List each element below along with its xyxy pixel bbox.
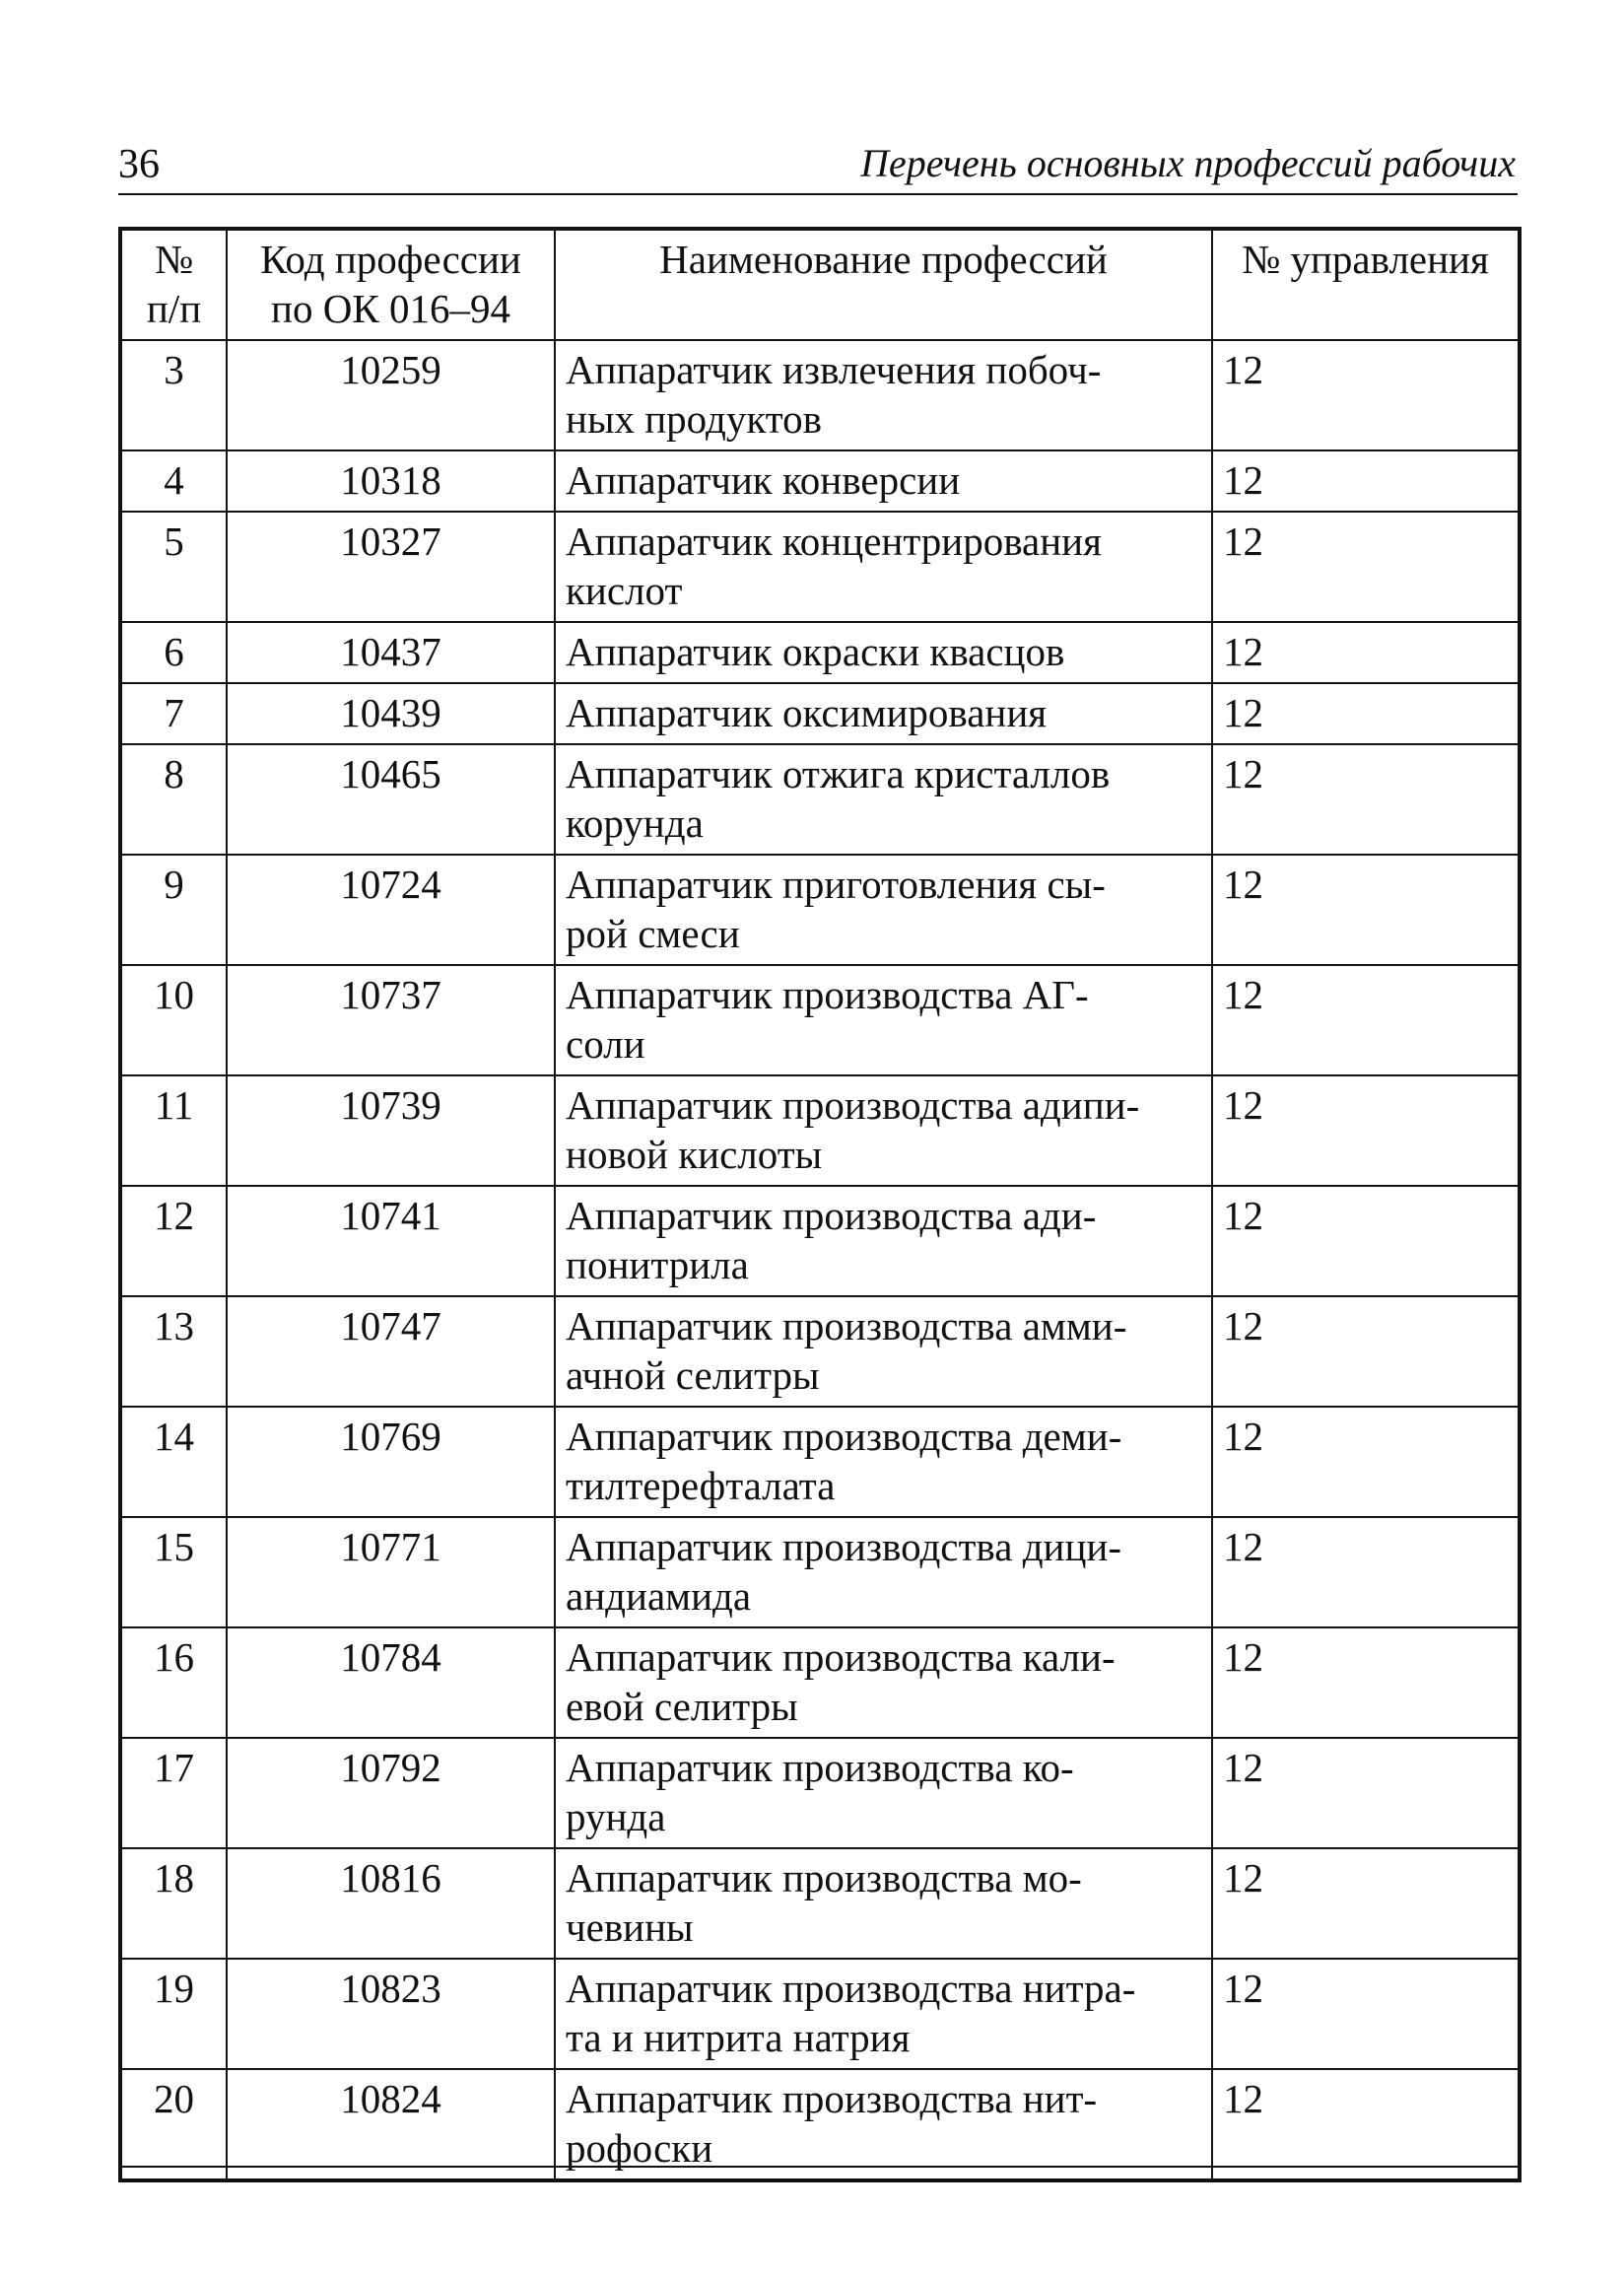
row-number: 12 bbox=[120, 1186, 227, 1296]
profession-name-line2: рунда bbox=[566, 1794, 666, 1839]
profession-name bbox=[555, 2069, 1212, 2180]
department-number: 12 bbox=[1212, 1627, 1520, 1738]
profession-name bbox=[555, 622, 1212, 683]
department-number: 12 bbox=[1212, 2069, 1520, 2180]
profession-name-line2: корунда bbox=[566, 800, 704, 846]
profession-name bbox=[555, 512, 1212, 622]
profession-name-line1: Аппаратчик оксимирования bbox=[566, 690, 1048, 735]
profession-name-line2: та и нитрита натрия bbox=[566, 2015, 911, 2060]
table-header-row bbox=[120, 229, 1520, 340]
profession-name-line2: ных продуктов bbox=[566, 396, 822, 442]
table-row bbox=[120, 1627, 1520, 1738]
profession-code: 10784 bbox=[227, 1627, 555, 1738]
table-row bbox=[120, 1186, 1520, 1296]
table-row bbox=[120, 965, 1520, 1075]
profession-name-line1: Аппаратчик производства нит- bbox=[566, 2076, 1098, 2121]
profession-name bbox=[555, 1407, 1212, 1517]
profession-code: 10816 bbox=[227, 1848, 555, 1959]
profession-name-line2: новой кислоты bbox=[566, 1132, 823, 1177]
profession-name-line1: Аппаратчик производства адипи- bbox=[566, 1082, 1140, 1128]
table-row bbox=[120, 2069, 1520, 2180]
professions-table bbox=[118, 227, 1522, 2182]
col-header-number-line1: № bbox=[154, 237, 194, 282]
profession-code: 10792 bbox=[227, 1738, 555, 1848]
profession-name bbox=[555, 1296, 1212, 1407]
table-row bbox=[120, 622, 1520, 683]
col-header-name bbox=[555, 229, 1212, 340]
table-row bbox=[120, 450, 1520, 512]
col-header-dept bbox=[1212, 229, 1520, 340]
department-number: 12 bbox=[1212, 1296, 1520, 1407]
profession-name-line2: тилтерефталата bbox=[566, 1463, 836, 1508]
col-header-name-line1: Наименование профессий bbox=[659, 237, 1108, 282]
department-number: 12 bbox=[1212, 340, 1520, 450]
department-number: 12 bbox=[1212, 512, 1520, 622]
profession-name bbox=[555, 1075, 1212, 1186]
profession-code: 10737 bbox=[227, 965, 555, 1075]
col-header-dept-line1: № управления bbox=[1242, 237, 1489, 282]
profession-name-line1: Аппаратчик приготовления сы- bbox=[566, 862, 1106, 907]
profession-name bbox=[555, 450, 1212, 512]
profession-name-line2: ачной селитры bbox=[566, 1352, 820, 1398]
row-number: 18 bbox=[120, 1848, 227, 1959]
col-header-number-line2: п/п bbox=[146, 286, 202, 331]
table-row bbox=[120, 1848, 1520, 1959]
page-number: 36 bbox=[118, 142, 160, 187]
department-number: 12 bbox=[1212, 1075, 1520, 1186]
profession-code: 10439 bbox=[227, 683, 555, 744]
profession-code: 10437 bbox=[227, 622, 555, 683]
profession-name bbox=[555, 1959, 1212, 2069]
profession-name-line2: рофоски bbox=[566, 2125, 713, 2171]
profession-name-line2: рой смеси bbox=[566, 911, 740, 956]
profession-name bbox=[555, 1738, 1212, 1848]
row-number: 15 bbox=[120, 1517, 227, 1627]
profession-name bbox=[555, 965, 1212, 1075]
profession-code: 10747 bbox=[227, 1296, 555, 1407]
table-row bbox=[120, 1517, 1520, 1627]
department-number: 12 bbox=[1212, 1517, 1520, 1627]
department-number: 12 bbox=[1212, 744, 1520, 855]
department-number: 12 bbox=[1212, 1738, 1520, 1848]
profession-name-line1: Аппаратчик производства дици- bbox=[566, 1524, 1122, 1569]
department-number: 12 bbox=[1212, 1407, 1520, 1517]
profession-code: 10259 bbox=[227, 340, 555, 450]
row-number: 17 bbox=[120, 1738, 227, 1848]
profession-code: 10724 bbox=[227, 855, 555, 965]
row-number: 14 bbox=[120, 1407, 227, 1517]
header-rule bbox=[118, 193, 1518, 195]
department-number: 12 bbox=[1212, 965, 1520, 1075]
profession-name-line1: Аппаратчик производства амми- bbox=[566, 1303, 1127, 1348]
department-number: 12 bbox=[1212, 1186, 1520, 1296]
table-row bbox=[120, 1407, 1520, 1517]
profession-name-line2: понитрила bbox=[566, 1242, 749, 1287]
profession-name-line2: андиамида bbox=[566, 1573, 752, 1619]
row-number: 3 bbox=[120, 340, 227, 450]
table-row bbox=[120, 683, 1520, 744]
table-row bbox=[120, 1959, 1520, 2069]
row-number: 5 bbox=[120, 512, 227, 622]
profession-name-line1: Аппаратчик производства кали- bbox=[566, 1634, 1116, 1680]
table-row bbox=[120, 512, 1520, 622]
profession-name-line1: Аппаратчик отжига кристаллов bbox=[566, 751, 1111, 796]
running-title: Перечень основных профессий рабочих bbox=[860, 141, 1516, 185]
profession-code: 10739 bbox=[227, 1075, 555, 1186]
department-number: 12 bbox=[1212, 683, 1520, 744]
profession-name-line1: Аппаратчик производства ади- bbox=[566, 1193, 1097, 1238]
profession-name bbox=[555, 1517, 1212, 1627]
profession-name-line2: чевины bbox=[566, 1904, 694, 1950]
profession-name-line2: соли bbox=[566, 1021, 645, 1067]
row-number: 6 bbox=[120, 622, 227, 683]
row-number: 7 bbox=[120, 683, 227, 744]
profession-name bbox=[555, 1186, 1212, 1296]
profession-name-line1: Аппаратчик концентрирования bbox=[566, 518, 1102, 564]
profession-name bbox=[555, 1848, 1212, 1959]
table-row bbox=[120, 340, 1520, 450]
profession-name bbox=[555, 1627, 1212, 1738]
row-number: 9 bbox=[120, 855, 227, 965]
department-number: 12 bbox=[1212, 1848, 1520, 1959]
row-number: 11 bbox=[120, 1075, 227, 1186]
profession-name bbox=[555, 855, 1212, 965]
table-row bbox=[120, 1296, 1520, 1407]
row-number: 13 bbox=[120, 1296, 227, 1407]
department-number: 12 bbox=[1212, 1959, 1520, 2069]
col-header-code bbox=[227, 229, 555, 340]
profession-name-line1: Аппаратчик производства нитра- bbox=[566, 1966, 1136, 2011]
row-number: 4 bbox=[120, 450, 227, 512]
profession-name-line2: кислот bbox=[566, 568, 683, 613]
bottom-rule bbox=[118, 2166, 1518, 2168]
profession-code: 10318 bbox=[227, 450, 555, 512]
profession-name-line1: Аппаратчик производства мо- bbox=[566, 1855, 1082, 1901]
row-number: 20 bbox=[120, 2069, 227, 2180]
profession-name-line1: Аппаратчик производства АГ- bbox=[566, 972, 1089, 1017]
profession-code: 10823 bbox=[227, 1959, 555, 2069]
profession-code: 10824 bbox=[227, 2069, 555, 2180]
table-row bbox=[120, 1738, 1520, 1848]
profession-name-line1: Аппаратчик извлечения побоч- bbox=[566, 347, 1102, 392]
profession-name-line1: Аппаратчик конверсии bbox=[566, 457, 961, 503]
profession-code: 10769 bbox=[227, 1407, 555, 1517]
table-row bbox=[120, 1075, 1520, 1186]
col-header-number bbox=[120, 229, 227, 340]
department-number: 12 bbox=[1212, 450, 1520, 512]
row-number: 10 bbox=[120, 965, 227, 1075]
col-header-code-line1: Код профессии bbox=[260, 237, 521, 282]
profession-name-line1: Аппаратчик производства ко- bbox=[566, 1745, 1074, 1790]
profession-code: 10741 bbox=[227, 1186, 555, 1296]
profession-name-line1: Аппаратчик окраски квасцов bbox=[566, 629, 1065, 674]
table-row bbox=[120, 744, 1520, 855]
profession-name-line2: евой селитры bbox=[566, 1684, 798, 1729]
department-number: 12 bbox=[1212, 622, 1520, 683]
table-row bbox=[120, 855, 1520, 965]
row-number: 8 bbox=[120, 744, 227, 855]
col-header-code-line2: по ОК 016–94 bbox=[271, 286, 510, 331]
profession-name bbox=[555, 744, 1212, 855]
profession-name bbox=[555, 683, 1212, 744]
department-number: 12 bbox=[1212, 855, 1520, 965]
profession-code: 10465 bbox=[227, 744, 555, 855]
table-body bbox=[120, 340, 1520, 2180]
profession-code: 10327 bbox=[227, 512, 555, 622]
profession-name-line1: Аппаратчик производства деми- bbox=[566, 1414, 1122, 1459]
profession-name bbox=[555, 340, 1212, 450]
row-number: 16 bbox=[120, 1627, 227, 1738]
profession-code: 10771 bbox=[227, 1517, 555, 1627]
row-number: 19 bbox=[120, 1959, 227, 2069]
